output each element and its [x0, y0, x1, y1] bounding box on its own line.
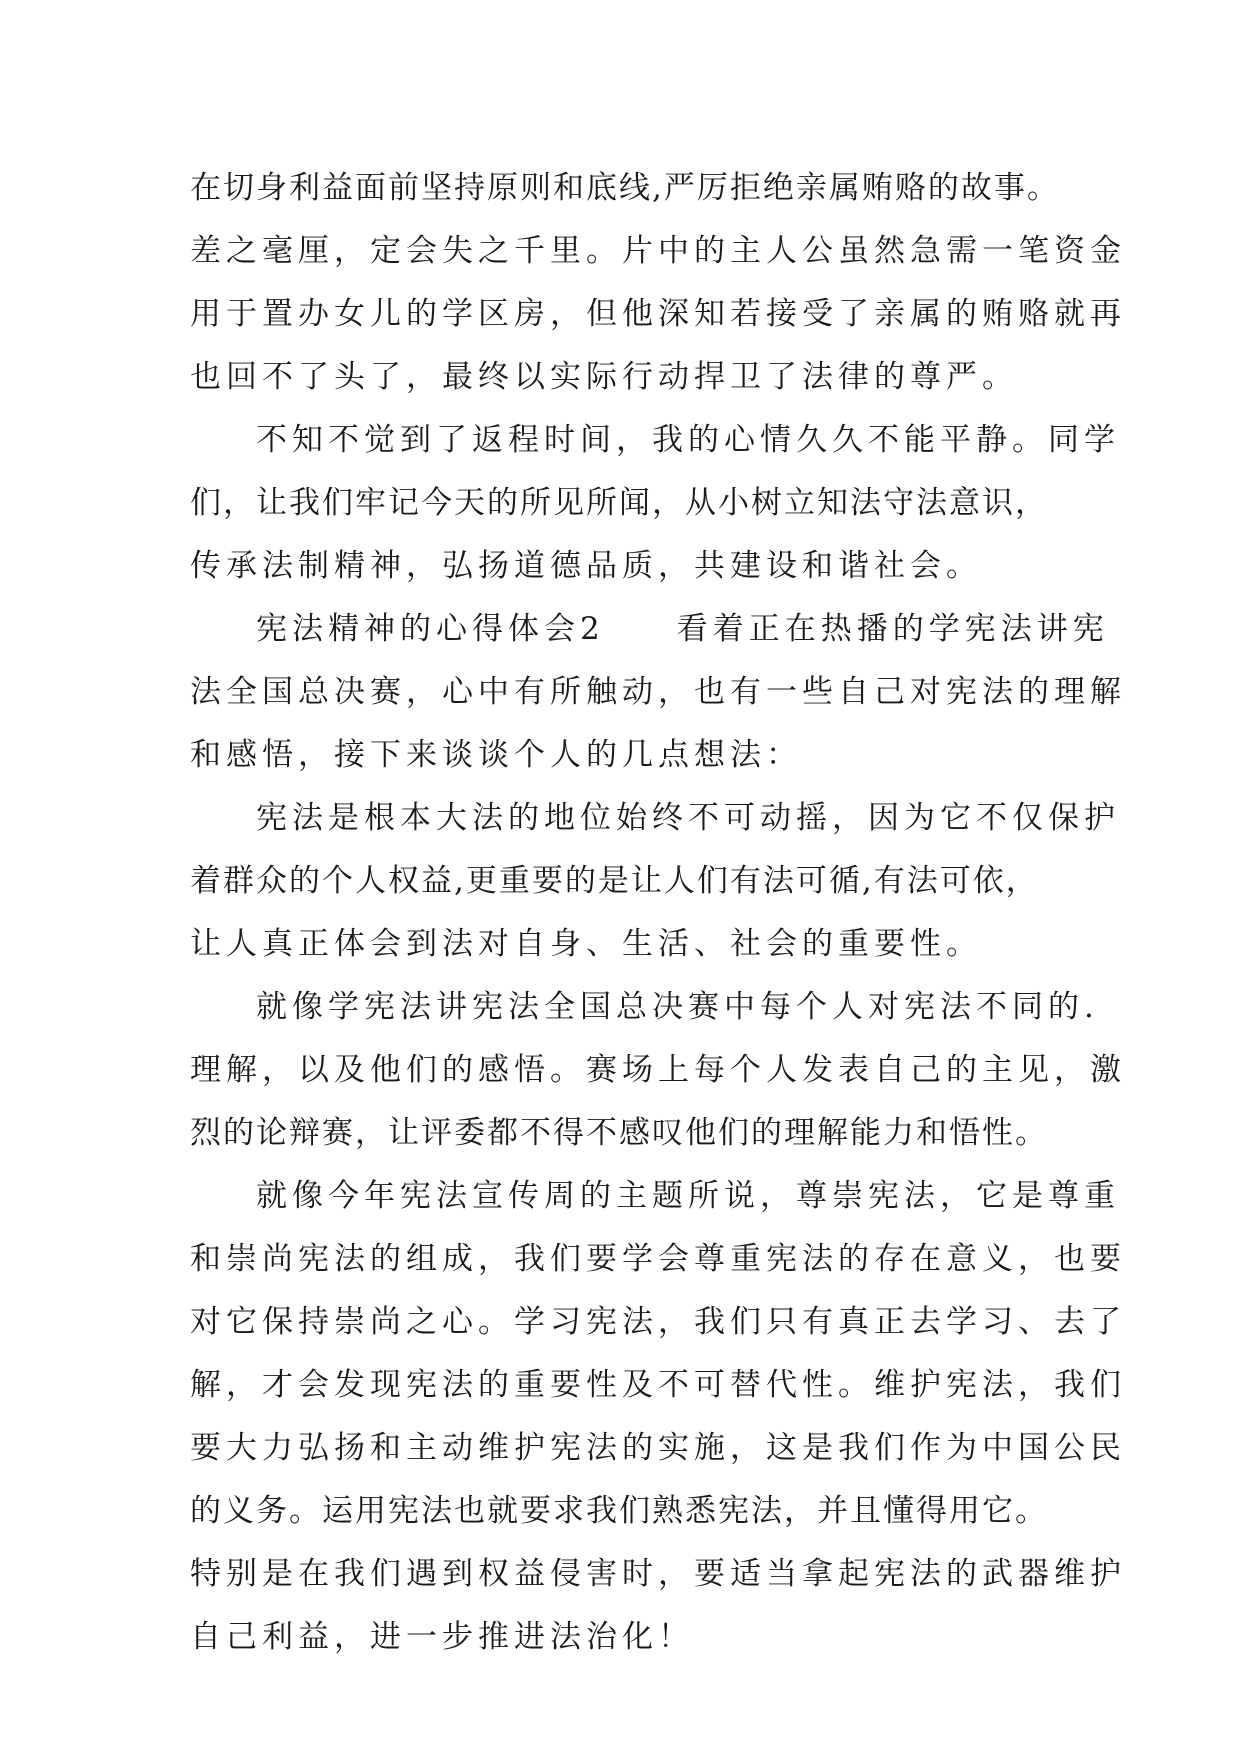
paragraph-start-line: 就像今年宪法宣传周的主题所说，尊崇宪法，它是尊重 — [256, 1178, 1120, 1214]
paragraph-start-line: 就像学宪法讲宪法全国总决赛中每个人对宪法不同的. — [256, 989, 1099, 1025]
text-line: 理解，以及他们的感悟。赛场上每个人发表自己的主见，激 — [190, 1052, 1126, 1088]
text-line: 要大力弘扬和主动维护宪法的实施，这是我们作为中国公民 — [190, 1430, 1126, 1466]
paragraph-start-line: 宪法是根本大法的地位始终不可动摇，因为它不仅保护 — [256, 800, 1120, 836]
text-line: 差之毫厘，定会失之千里。片中的主人公虽然急需一笔资金 — [190, 233, 1126, 269]
paragraph-start-line: 不知不觉到了返程时间，我的心情久久不能平静。同学 — [256, 422, 1120, 458]
text-line: 烈的论辩赛，让评委都不得不感叹他们的理解能力和悟性。 — [190, 1115, 1048, 1151]
section-heading-line: 宪法精神的心得体会2 看着正在热播的学宪法讲宪 — [256, 611, 1109, 647]
text-line: 特别是在我们遇到权益侵害时，要适当拿起宪法的武器维护 — [190, 1556, 1126, 1592]
text-line: 也回不了头了，最终以实际行动捍卫了法律的尊严。 — [190, 359, 1018, 395]
text-line: 法全国总决赛，心中有所触动，也有一些自己对宪法的理解 — [190, 674, 1126, 710]
text-line: 们，让我们牢记今天的所见所闻，从小树立知法守法意识， — [190, 485, 1048, 521]
text-line: 自己利益，进一步推进法治化！ — [190, 1619, 694, 1655]
text-line: 在切身利益面前坚持原则和底线,严厉拒绝亲属贿赂的故事。 — [190, 170, 1060, 206]
text-line: 的义务。运用宪法也就要求我们熟悉宪法，并且懂得用它。 — [190, 1493, 1048, 1529]
text-line: 和感悟，接下来谈谈个人的几点想法： — [190, 737, 802, 773]
text-line: 用于置办女儿的学区房，但他深知若接受了亲属的贿赂就再 — [190, 296, 1126, 332]
text-line: 和崇尚宪法的组成，我们要学会尊重宪法的存在意义，也要 — [190, 1241, 1126, 1277]
text-line: 解，才会发现宪法的重要性及不可替代性。维护宪法，我们 — [190, 1367, 1126, 1403]
text-line: 对它保持崇尚之心。学习宪法，我们只有真正去学习、去了 — [190, 1304, 1126, 1340]
text-line: 着群众的个人权益,更重要的是让人们有法可循,有法可依， — [190, 863, 1039, 899]
text-line: 传承法制精神，弘扬道德品质，共建设和谐社会。 — [190, 548, 982, 584]
document-body — [190, 157, 1126, 1669]
text-line: 让人真正体会到法对自身、生活、社会的重要性。 — [190, 926, 982, 962]
